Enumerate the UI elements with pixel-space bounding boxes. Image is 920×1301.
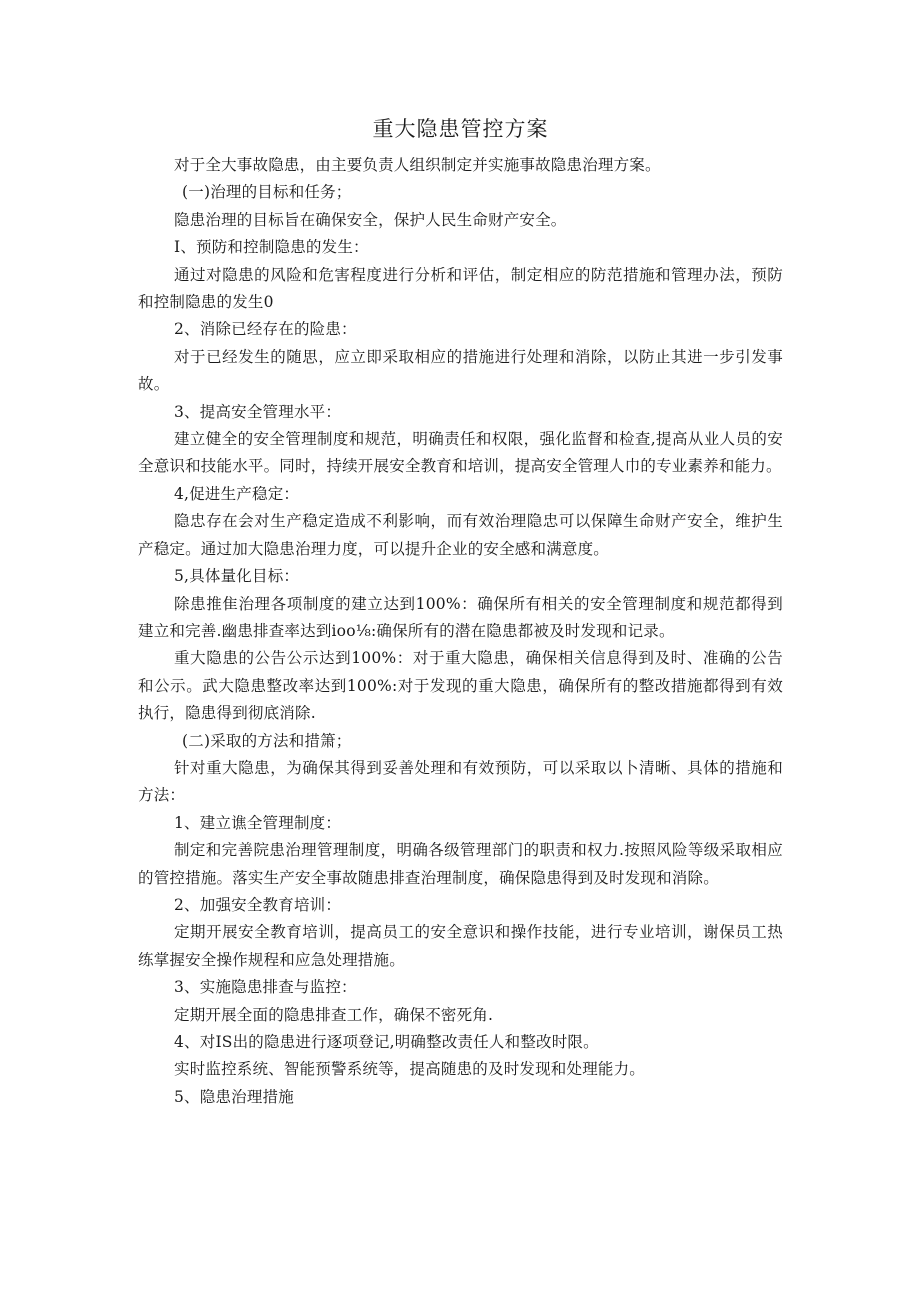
item-heading: 4,促进生产稳定： (174, 484, 300, 503)
item-heading: 3、实施隐患排查与监控： (174, 978, 357, 997)
paragraph: 定期开展全面的隐患排查工作，确保不密死角. (174, 1005, 494, 1024)
document-page (138, 112, 783, 1111)
paragraph-intro: 对于全大事故隐患，由主要负责人组织制定并实施事故隐患治理方案。 (174, 156, 661, 174)
section-heading-1: (一)治理的目标和任务； (182, 183, 352, 202)
paragraph: 定期开展安全教育培训，提高员工的安全意识和操作技能，进行专业培训，谢保员工热练掌握安全操作规程和应急处理措施。 (138, 923, 783, 969)
paragraph: 制定和完善院患治理管理制度，明确各级管理部门的职责和权力.按照风险等级采取相应的管控措施。落实生产安全事故随患排查治理制度，确保隐患得到及时发现和消除。 (138, 841, 783, 887)
paragraph: 对于已经发生的随思，应立即采取相应的措施进行处理和消除，以防止其进一步引发事故。 (138, 347, 783, 394)
paragraph: 隐忠存在会对生产稳定造成不利影响，而有效治理隐忠可以保障生命财产安全，维护生产稳定。通过加大隐患治理力度，可以提升企业的安全感和满意度。 (138, 512, 783, 558)
paragraph: 除患推隹治理各项制度的建立达到100%：确保所有相关的安全管理制度和规范都得到建立和完善.幽患排查率达到ioo⅛:确保所有的潜在隐患都被及时发现和记录。 (138, 594, 783, 640)
item-heading: I、预防和控制隐患的发生： (174, 238, 369, 257)
section-heading-2: (二)采取的方法和措箫； (182, 731, 352, 750)
item-heading: 5、隐患治理措施 (174, 1087, 294, 1106)
item-heading: 3、提高安全管理水平： (174, 402, 342, 421)
paragraph: 实时监控系统、智能预警系统等，提高随患的及时发现和处理能力。 (174, 1060, 646, 1079)
paragraph: 4、对IS出的隐患进行逐项登记,明确整改责任人和整改时限。 (174, 1033, 599, 1051)
item-heading: 1、建立谯全管理制度： (174, 813, 342, 832)
paragraph: 针对重大隐患，为确保其得到妥善处理和有效预防，可以采取以卜清晰、具体的措施和方法： (138, 758, 783, 805)
paragraph: 建立健全的安全管理制度和规范，明确责任和权限，强化监督和检查,提高从业人员的安全意识和技能水平。同时，持续开展安全教育和培训，提高安全管理人巾的专业素养和能力。 (138, 430, 783, 476)
document-title: 重大隐患管控方案 (372, 117, 549, 141)
item-heading: 2、消除已经存在的险患： (174, 320, 357, 339)
item-heading: 5,具体量化目标： (174, 567, 300, 586)
item-heading: 2、加强安全教育培训： (174, 895, 342, 914)
paragraph: 隐患治理的目标旨在确保安全，保护人民生命财产安全。 (174, 210, 567, 229)
paragraph: 重大隐患的公告公示达到100%：对于重大隐患，确保相关信息得到及时、准确的公告和公示。武大隐患整改率达到100%:对于发现的重大隐患，确保所有的整改措施都得到有效执行，隐患得到彻底消除. (138, 649, 783, 723)
paragraph: 通过对隐患的风险和危害程度进行分析和评估，制定相应的防范措施和管理办法，预防和控制隐患的发生0 (138, 265, 783, 312)
